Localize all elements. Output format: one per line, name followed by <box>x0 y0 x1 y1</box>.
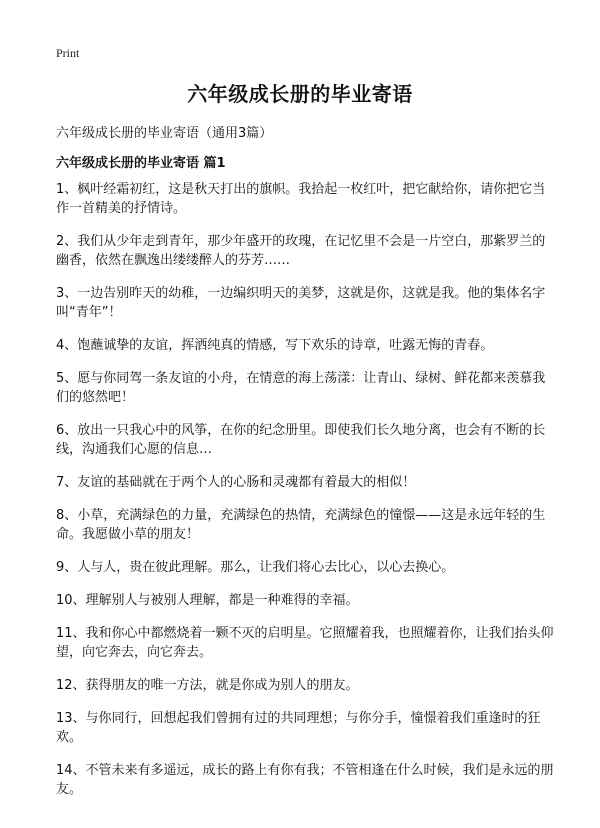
list-item: 12、获得朋友的唯一方法，就是你成为别人的朋友。 <box>56 678 359 693</box>
list-item: 10、理解别人与被别人理解，都是一种难得的幸福。 <box>56 593 359 608</box>
list-item: 13、与你同行，回想起我们曾拥有过的共同理想；与你分手，憧憬着我们重逢时的狂欢。 <box>56 711 541 745</box>
list-item: 4、饱蘸诚挚的友谊，挥洒纯真的情感，写下欢乐的诗章，吐露无悔的青春。 <box>56 338 494 353</box>
list-item: 9、人与人，贵在彼此理解。那么，让我们将心去比心，以心去换心。 <box>56 560 455 575</box>
document-subtitle: 六年级成长册的毕业寄语（通用3篇） <box>56 126 273 141</box>
list-item: 11、我和你心中都燃烧着一颗不灭的启明星。它照耀着我，也照耀着你，让我们抬头仰望，向它奔去，向它奔去。 <box>56 626 554 660</box>
message-list <box>56 180 556 813</box>
list-item: 6、放出一只我心中的风筝，在你的纪念册里。即使我们长久地分离，也会有不断的长线，沟通我们心愿的信息… <box>56 423 546 457</box>
document-title: 六年级成长册的毕业寄语 <box>187 82 413 106</box>
list-item: 1、枫叶经霜初红，这是秋天打出的旗帜。我拾起一枚红叶，把它献给你，请你把它当作一首精美的抒情诗。 <box>56 182 546 216</box>
list-item: 5、愿与你同驾一条友谊的小舟，在情意的海上荡漾：让青山、绿树、鲜花都来羡慕我们的悠然吧！ <box>56 371 546 405</box>
section-heading: 六年级成长册的毕业寄语 篇1 <box>56 156 226 171</box>
list-item: 3、一边告别昨天的幼稚，一边编织明天的美梦，这就是你，这就是我。他的集体名字叫“青年”！ <box>56 286 546 320</box>
list-item: 8、小草，充满绿色的力量，充满绿色的热情，充满绿色的憧憬——这是永远年轻的生命。我愿做小草的朋友！ <box>56 508 546 542</box>
list-item: 7、友谊的基础就在于两个人的心肠和灵魂都有着最大的相似！ <box>56 475 416 490</box>
list-item: 14、不管未来有多遥远，成长的路上有你有我；不管相逢在什么时候，我们是永远的朋友。 <box>56 763 554 797</box>
print-label: Print <box>56 46 80 60</box>
list-item: 2、我们从少年走到青年，那少年盛开的玫瑰，在记忆里不会是一片空白，那紫罗兰的幽香，依然在飘逸出缕缕醉人的芬芳…… <box>56 234 546 268</box>
